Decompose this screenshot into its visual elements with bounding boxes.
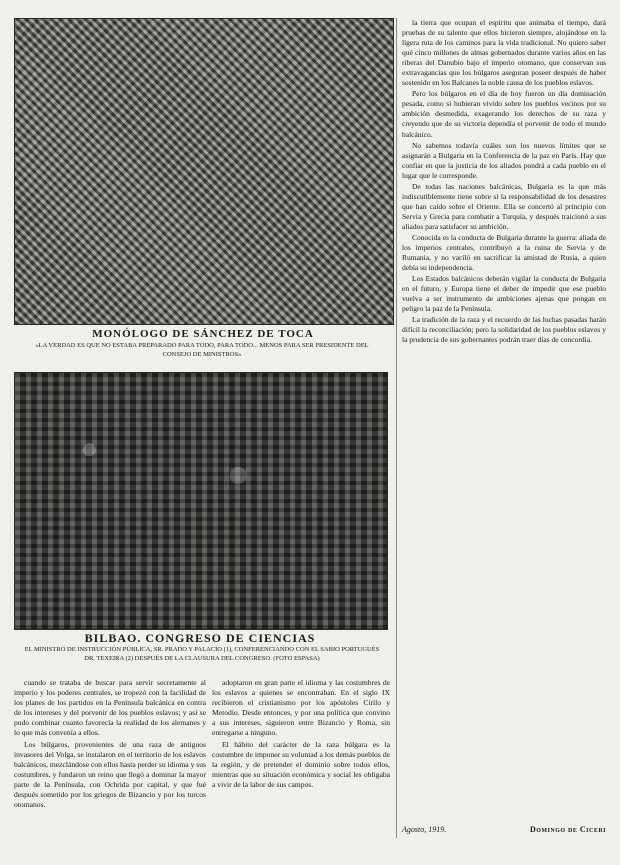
paragraph: De todas las naciones balcánicas, Bulgaria es la que más indiscutiblemente tiene sobre sí la responsabilidad de los desastres que han caído sobre el Oriente. Ella se concertó al principio con Servia y Grecia para combatir a Turquía, y después traicionó a sus aliados para satisfacer su ambición. bbox=[402, 181, 606, 231]
paragraph: El hábito del carácter de la raza búlgara es la costumbre de imponer su voluntad a los demás pueblos de la región, y de pretender el dominio sobre todos ellos, mientras que su situación económica y social les obligaba a vivir de la labor de sus campos. bbox=[212, 739, 390, 789]
article-column-middle bbox=[212, 678, 390, 791]
paragraph: Pero los búlgaros en el día de hoy fueron un día dominación pesada, como si hubieran vivido sobre los pueblos vecinos por su ambición desmedida, exagerando los derechos de su raza y creyendo que de su victoria dependía el porvenir de todo el mundo balcánico. bbox=[402, 89, 606, 139]
paragraph: la tierra que ocupan el espíritu que animaba el tiempo, dará pruebas de su talento que ellos hicieron siempre, alojándose en la ligera ruta de los caminos para la vida tradicional. No quiero saber qué cinco millones de almas gobernados durante varios años en las riberas del Danubio bajo el imperio otomano, que conservan sus extravagancias que los búlgaros aseguran poseer después de haber sostenido en los Balcanes la noble causa de los pueblos eslavos. bbox=[402, 18, 606, 88]
signature-block bbox=[402, 825, 606, 834]
column-divider bbox=[396, 18, 397, 838]
paragraph: Conocida es la conducta de Bulgaria durante la guerra: aliada de los imperios centrales, contribuyó a la ruina de Servia y de Rumania, y no vaciló en sacrificar la amistad de Rusia, a quien debía su independencia. bbox=[402, 232, 606, 273]
cartoon-photo-sanchez-de-toca bbox=[14, 18, 394, 325]
photo2-title: BILBAO. CONGRESO DE CIENCIAS bbox=[84, 631, 316, 645]
article-date: Agosto, 1919. bbox=[402, 825, 447, 834]
paragraph: cuando se trataba de buscar para servir secretamente al imperio y los poderes centrales, se tropezó con la facilidad de los planes de los partidos en la Península balcánica en contra de los intereses y del porvenir de los pueblos eslavos; y así se pudo combinar cuanto favorecía la realidad de los alemanes y lo que más convenía a ellos. bbox=[14, 678, 206, 738]
paragraph: La tradición de la raza y el recuerdo de las luchas pasadas harán difícil la reconciliación; pero la solidaridad de los pueblos eslavos y la prudencia de sus gobernantes podrán traer días de concordia. bbox=[402, 315, 606, 345]
photo1-title: MONÓLOGO DE SÁNCHEZ DE TOCA bbox=[92, 328, 314, 340]
article-author: Domingo de Ciceri bbox=[529, 825, 606, 834]
photo2-caption: EL MINISTRO DE INSTRUCCIÓN PÚBLICA, SR. PRADO Y PALACIO (1), CONFERENCIANDO CON EL SABIO PORTUGUÉS DR. TEXEIRA (2) DESPUÉS DE LA CLAUSURA DEL CONGRESO. (FOTO ESPASA) bbox=[24, 646, 380, 662]
photo-bilbao-congress bbox=[14, 372, 388, 630]
photo1-caption: «LA VERDAD ES QUE NO ESTABA PREPARADO PARA TODO, PARA TODO... MENOS PARA SER PRESIDENTE DEL CONSEJO DE MINISTROS» bbox=[35, 342, 369, 358]
paragraph: No sabemos todavía cuáles son los nuevos límites que se asignarán a Bulgaria en la Conferencia de la paz en París. Hay que confiar en que la justicia de los aliados pondrá a cada pueblo en el lugar que le corresponde. bbox=[402, 140, 606, 180]
article-column-left bbox=[14, 678, 206, 811]
paragraph: Los Estados balcánicos deberán vigilar la conducta de Bulgaria en el futuro, y Europa tiene el deber de impedir que ese pueblo vuelva a ser instrumento de ambiciones ajenas que pongan en peligro la paz de la Península. bbox=[402, 274, 606, 314]
paragraph: Los búlgaros, provenientes de una raza de antiguos invasores del Volga, se instalaron en el territorio de los eslavos balcánicos, mezclándose con ellos hasta perder su idioma y sus costumbres, y fundaron un reino que llegó a dominar la mayor parte de la Península, con Ochrida por capital, y que fué después sometido por los griegos de Bizancio y por los turcos otomanos. bbox=[14, 739, 206, 810]
paragraph: adoptaron en gran parte el idioma y las costumbres de los eslavos a quienes se encontraban. En el siglo IX recibieron el cristianismo por los apóstoles Cirilo y Metodio. Desde entonces, y por una política que convino a sus intereses, siguieron entre Bizancio y Roma, sin entregarse a ninguno. bbox=[212, 678, 390, 738]
article-column-right bbox=[402, 18, 606, 347]
